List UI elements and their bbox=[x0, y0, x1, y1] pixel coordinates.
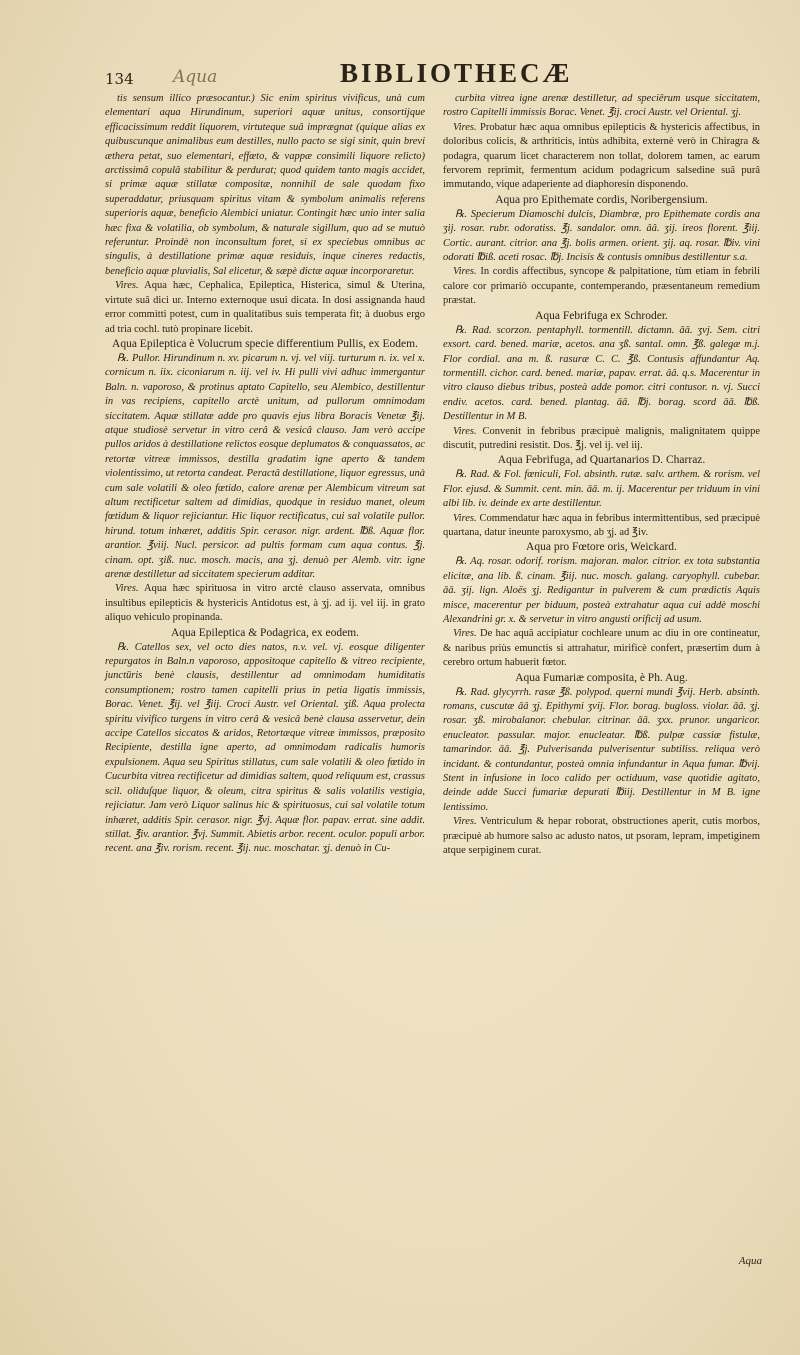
vires-text: Aqua hæc spirituosa in vitro arctè clauso asservata, omnibus insultibus epilepticis & hystericis Antidotus est, à ʒj. ad ij. vel iij. in grato aliquo vehiculo propinanda. bbox=[105, 583, 425, 624]
vires-paragraph bbox=[443, 512, 760, 541]
vires-text: Aqua hæc, Cephalica, Epileptica, Histerica, simul & Uterina, virtute suâ dici ur. Interno externoque usui dicata. In dosi assignanda haud error committi potest, cum in qualitatibus suis temperata fit; à duobus ergo ad tria cochl. tutò propinare licebit. bbox=[105, 280, 425, 335]
section-heading: Aqua Epileptica & Podagrica, ex eodem. bbox=[170, 626, 360, 639]
recipe-paragraph: ℞. Specierum Diamoschi dulcis, Diambræ, pro Epithemate cordis ana ʒij. rosar. rubr. odoratiss. ℥j. sandalor. omn. ââ. ʒij. ireos florent. ℥iij. Cortic. aurant. citrior. ana ℥j. bolis armen. orient. ʒij. aq. rosar. ℔iv. vini odorati ℔iß. aceti rosac. ℔j. Incisis & contusis omnibus destillentur s.a. bbox=[443, 208, 760, 264]
vires-paragraph bbox=[443, 265, 760, 308]
recipe-paragraph: tis sensum illico præsocantur.) Sic enim spiritus vivificus, unà cum elementari aqua Hirundinum, superiori aquæ unitus, consortijque efficacissimum reddit liquorem, virtuteque suâ imprægnat (quique alias ex quibuscunque animalibus eum destilles, nullo pacto se sigi sinit, quin brevi æthera petat, suo elementari, effœto, & vappæ consimili liquore relicto) arctissimâ copulâ stabilitur & perdurat; quod quidem tanto magis accidet, si primæ aquæ stillatæ compositæ, nonnihil de sale quodam fixo superaddatur, priusquam spiritus vitam & symbolum animalis referens superioris aquæ, beneficio Alembici uniatur. Contingit hæc unio inter salia hæc fixa & volatilia, ob symbolum, & naturale sigillum, quo ad se mutuò referuntur. Proindè non inconsultum foret, si ex speciebus omnibus ac singulis, à destillatione primæ aquæ residuis, inque cineres redactis, beneficio aquæ pluvialis, Sal elicetur, & sæpè dictæ aquæ incorporaretur. bbox=[105, 93, 425, 277]
catchword: Aqua bbox=[738, 1255, 762, 1267]
vires-paragraph bbox=[443, 121, 760, 193]
section-heading: Aqua Febrifuga ex Schroder. bbox=[535, 309, 668, 322]
section-heading: Aqua pro Epithemate cordis, Noribergensium. bbox=[495, 193, 708, 206]
recipe-paragraph: ℞. Rad. scorzon. pentaphyll. tormentill. dictamn. āā. ʒvj. Sem. citri exsort. card. bened. mariæ, acetos. ana ʒß. santal. omn. ℥ß. galegæ m.j. Flor cordial. ana m. ß. rasuræ C. C. ℥ß. Contusis affundantur Aq. tormentill. cichor. card. bened. mariæ, papav. errat. ââ. q.s. Macerentur in vitro clauso diebus tribus, posteà adde pomor. citri contusor. n. vj. Succi endiv. acetos. card. bened. plantag. āā. ℔j. borag. scord āā. ℔ß. Destillentur in M B. bbox=[443, 324, 760, 423]
recipe-paragraph: ℞. Pullor. Hirundinum n. xv. picarum n. vj. vel viij. turturum n. ix. vel x. cornicum n. iix. ciconiarum n. iij. vel iv. Hi pulli vivi adhuc immergantur Baln. n. vaporoso, & protinus aptato Capitello, seu Alembico, destillentur in vas recipiens, capitello arctè unitum, ad pullorum omnimodam siccitatem. Aquæ stillatæ adde pro quavis ejus libra Boracis Venetæ ℥ij. atque studiosè servetur in vitro cerâ & vesicâ clauso. Jam verò accipe pullos aridos à destillatione relictos eosque deplumatos & conquassatos, ac retortæ vitreæ immissos, destilla gradatim igne aperto & tandem violentissimo, ut retorta candeat. Peractâ destillatione, liquor egressus, unà cum sale volatili & oleo fœtido, calore arenæ per Alembicum vitreum sat altum rectificetur saltem ad dimidias, quodque in residuo manet, oleum fœtidum & liquor rejiciantur. Hic liquor rectificatus, cui sal volatile pullor. hirund. totum inhæret, additis Spir. cerasor. nigr. ardent. ℔ß. Aquæ flor. arantior. ℥viij. Nucl. persicor. ad pultis formam cum aqua contus. ℥j. cinam. opt. ʒiß. nuc. mosch. macis, ana ʒj. denuò per Alemb. vitr. igne arenæ destilletur ad siccitatem specierum additar. bbox=[105, 352, 425, 580]
vires-label: Vires. bbox=[453, 512, 477, 524]
recipe-paragraph: curbita vitrea igne arenæ destilletur, ad speciērum usque siccitatem, rostro Capitelli immissis Borac. Venet. ℥ij. croci Austr. vel Oriental. ʒj. bbox=[443, 93, 760, 119]
vires-label: Vires. bbox=[453, 816, 477, 828]
vires-paragraph bbox=[105, 279, 425, 337]
vires-text: Commendatur hæc aqua in febribus intermittentibus, sed præcipuè quartana, datur ineunte paroxysmo, ab ʒj. ad ℥iv. bbox=[443, 512, 761, 538]
recipe-paragraph: ℞. Rad. & Fol. fœniculi, Fol. absinth. rutæ. salv. arthem. & rorism. vel Flor. ejusd. & Summit. cent. min. āā. m. ij. Macerentur per triduum in vini albi lib. iv. deinde ex arte destillentur. bbox=[443, 469, 760, 510]
vires-text: Ventriculum & hepar roborat, obstructiones aperit, cutis morbos, præcipuè ab humore salso ac adusto natos, ut psoram, lepram, impetiginem atque serpiginem curat. bbox=[443, 816, 760, 857]
section-heading: Aqua pro Fœtore oris, Weickard. bbox=[526, 541, 677, 554]
section-heading: Aqua Epileptica è Volucrum specie differentium Pullis, ex Eodem. bbox=[112, 337, 418, 350]
vires-text: In cordis affectibus, syncope & palpitatione, tùm etiam in febrili calore cor primariò occupante, contemperando, præsentaneum remedium præstat. bbox=[443, 266, 761, 307]
vires-label: Vires. bbox=[115, 280, 139, 292]
left-column bbox=[105, 92, 425, 857]
recipe-paragraph: ℞. Catellos sex, vel octo dies natos, n.v. vel. vj. eosque diligenter repurgatos in Baln.n vaporoso, appositoque capitello & vitreo recipiente, junctūris benè clausis, destillentur ad omnimodam humiditatis consumptionem; rostro tamen capitelli prius in petia ligatis immissis, Borac. Venet. ℥ij. vel ℥iij. Croci Austr. vel Oriental. ʒiß. Aqua prolecta spiritu vivifico turgens in vitro cerâ & vesicâ benè clausa asservetur, dein accipe Catellos siccatos & aridos, Retortæque vitreæ immissos, præposito Recipiente, destilla igne aperto, ad omnimodam radicalis humoris expulsionem. Aqua seu Spiritus stillatus, cum sale volatili & oleo fœtido in Cucurbita vitrea rectificetur ad dimidias saltem, quod reliquum est, crassus scil. oliduſque liquor, & oleum, citra spiritus & salis volatilis vestigia, rejiciatur. Jam verò Liquor salinus hic & spirituosus, cui sal volatile totum inhæret, additis Spir. cerasor. nigr. ℥vj. Aquæ flor. papav. errat. sine addit. stillat. ℥iv. arantior. ℥vj. Summit. Abietis arbor. recent. oculor. populi arbor. recent. ana ℥iv. rorism. recent. ℥ij. nuc. moschatar. ʒj. denuò in Cu- bbox=[105, 641, 425, 855]
vires-paragraph bbox=[443, 815, 760, 858]
vires-paragraph bbox=[105, 582, 425, 625]
recipe-paragraph: ℞. Aq. rosar. odorif. rorism. majoran. malor. citrior. ex tota substantia elicitæ, ana lib. ß. cinam. ℥iij. nuc. mosch. galang. caryophyll. cubebar. āā. ʒij. lign. Aloës ʒj. Redigantur in pulverem & cum prædictis Aquis misce, macerentur per biduum, posteà extrahatur aqua cui addè moschi Alexandrini gr. x. & servetur in vitro angusti orificij ad usum. bbox=[443, 556, 760, 625]
section-heading: Aqua Fumariæ composita, è Ph. Aug. bbox=[515, 671, 688, 684]
page-title: BIBLIOTHECÆ bbox=[340, 58, 573, 88]
vires-text: De hac aquâ accipiatur cochleare unum ac diu in ore contineatur, & naribus priùs emunctis si attrahatur, mirificè confert, præsertim dum à cerebro ortum habuerit fœtor. bbox=[443, 628, 760, 669]
vires-label: Vires. bbox=[453, 121, 477, 133]
running-header bbox=[105, 58, 760, 88]
vires-label: Vires. bbox=[453, 266, 477, 278]
vires-text: Probatur hæc aqua omnibus epilepticis & hystericis affectibus, in doloribus colicis, & arthriticis, intùs adhibita, externè verò in Chiragra & podagra, quarum licet characterem non tollat, dolorem tamen, ac earum fervorem reprimit, fermentum acidum podagricum salsedine suâ purâ immutando, vique adaperiente ad diaphoresin disponendo. bbox=[443, 121, 760, 191]
section-heading: Aqua Febrifuga, ad Quartanarios D. Charraz. bbox=[497, 454, 706, 467]
vires-text: Convenit in febribus præcipuè malignis, malignitatem quippe discutit, putredini resistit. Dos. ℥j. vel ij. vel iij. bbox=[443, 425, 761, 451]
recipe-paragraph: ℞. Rad. glycyrrh. rasæ ℥ß. polypod. querni mundi ℥vij. Herb. absinth. romans, cuscutæ ââ ʒj. Epithymi ʒvij. Flor. borag. bugloss. violar. āā. ʒj. rosar. ʒß. mirobalanor. chebular. citrinar. āā. ʒxx. prunor. ungaricor. enucleator. passular. major. enucleatar. ℔ß. pulpæ cassiæ fistulæ, tamarindor. āā. ℥j. Pulverisanda pulverisentur subtiliss. reliqua verò incidant. & contundantur, posteà omnia infundantur in Aqua fumar. ℔vij. Stent in infusione in loco calido per octiduum, vase quotidie agitato, deinde adde Succi fumariæ depurati ℔iij. Destillentur in M B. igne lentissimo. bbox=[443, 686, 760, 813]
running-word: Aqua bbox=[173, 67, 218, 87]
page-number: 134 bbox=[105, 70, 134, 88]
vires-label: Vires. bbox=[453, 425, 477, 437]
vires-paragraph bbox=[443, 627, 760, 670]
right-column bbox=[443, 92, 760, 859]
vires-paragraph bbox=[443, 425, 760, 454]
vires-label: Vires. bbox=[115, 583, 139, 595]
vires-label: Vires. bbox=[453, 628, 477, 640]
